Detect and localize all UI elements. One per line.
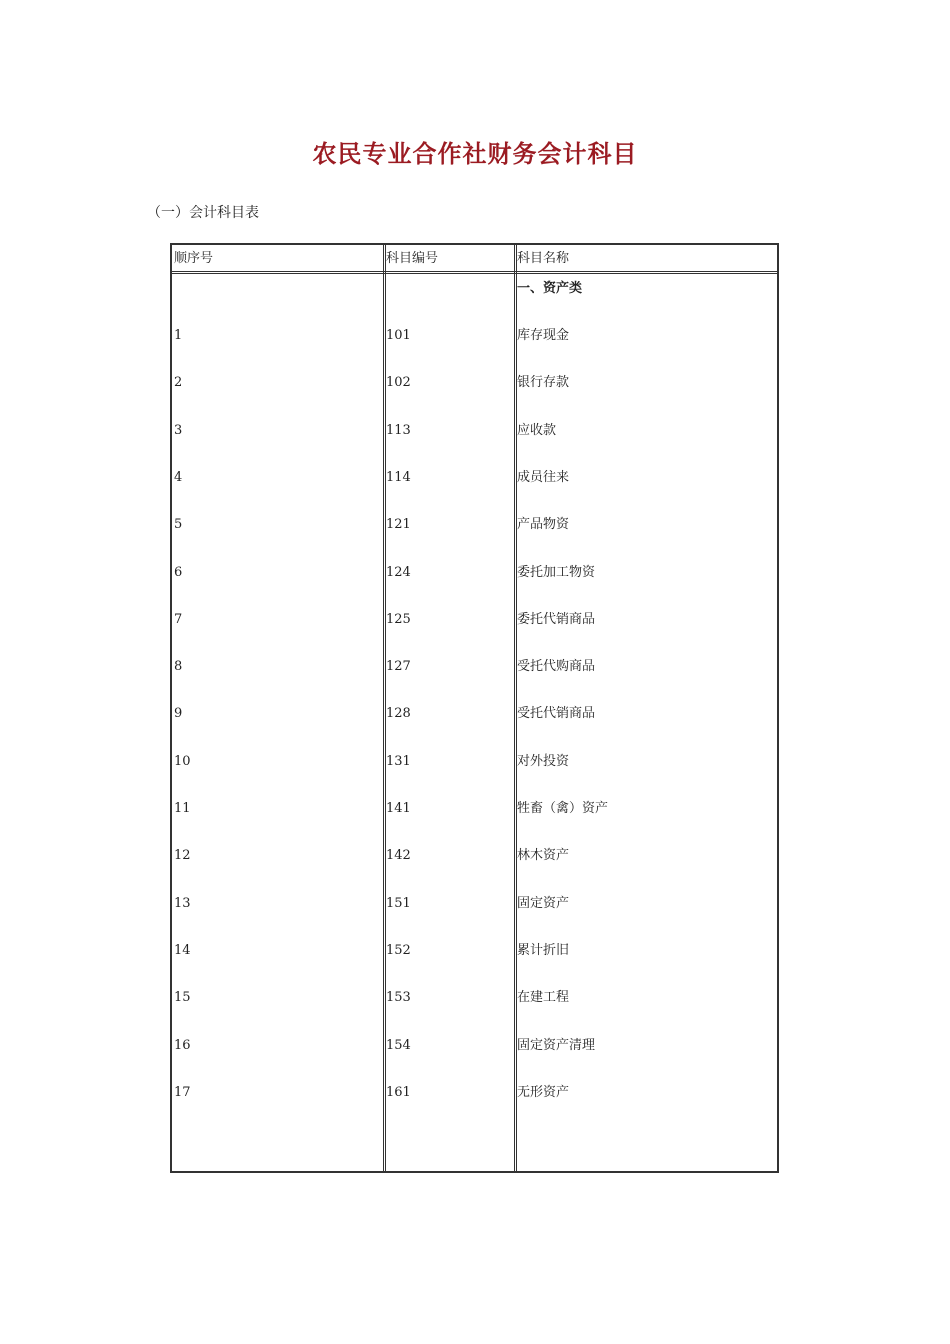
row-name: 固定资产 — [517, 896, 570, 911]
row-seq: 9 — [174, 706, 183, 721]
row-code: 142 — [386, 848, 411, 863]
row-seq: 7 — [174, 612, 183, 627]
category-label: 一、资产类 — [517, 281, 583, 296]
row-seq: 5 — [174, 517, 183, 532]
header-name: 科目名称 — [517, 251, 570, 266]
row-code: 124 — [386, 565, 411, 580]
row-seq: 11 — [174, 801, 191, 816]
row-name: 产品物资 — [517, 517, 570, 532]
row-name: 银行存款 — [517, 375, 570, 390]
row-code: 125 — [386, 612, 411, 627]
row-name: 受托代销商品 — [517, 706, 596, 721]
row-seq: 13 — [174, 896, 191, 911]
row-seq: 4 — [174, 470, 183, 485]
row-code: 114 — [386, 470, 411, 485]
row-name: 对外投资 — [517, 754, 570, 769]
row-code: 113 — [386, 423, 411, 438]
row-name: 在建工程 — [517, 990, 570, 1005]
row-code: 131 — [386, 754, 411, 769]
row-name: 委托加工物资 — [517, 565, 596, 580]
row-code: 151 — [386, 896, 411, 911]
row-name: 成员往来 — [517, 470, 570, 485]
row-seq: 8 — [174, 659, 183, 674]
row-code: 102 — [386, 375, 411, 390]
row-code: 152 — [386, 943, 411, 958]
row-name: 牲畜（禽）资产 — [517, 801, 609, 816]
header-code: 科目编号 — [386, 251, 439, 266]
row-name: 委托代销商品 — [517, 612, 596, 627]
header-seq: 顺序号 — [174, 251, 214, 266]
section-label: （一）会计科目表 — [147, 205, 259, 221]
header-divider — [172, 271, 777, 274]
row-name: 累计折旧 — [517, 943, 570, 958]
row-code: 127 — [386, 659, 411, 674]
row-name: 库存现金 — [517, 328, 570, 343]
row-seq: 17 — [174, 1085, 191, 1100]
document-title: 农民专业合作社财务会计科目 — [312, 139, 638, 168]
row-seq: 12 — [174, 848, 191, 863]
row-code: 128 — [386, 706, 411, 721]
row-seq: 2 — [174, 375, 183, 390]
row-seq: 3 — [174, 423, 183, 438]
row-code: 141 — [386, 801, 411, 816]
row-seq: 15 — [174, 990, 191, 1005]
row-seq: 16 — [174, 1038, 191, 1053]
row-seq: 1 — [174, 328, 183, 343]
row-name: 林木资产 — [517, 848, 570, 863]
row-code: 161 — [386, 1085, 411, 1100]
row-code: 154 — [386, 1038, 411, 1053]
accounts-table — [170, 243, 779, 1173]
row-name: 受托代购商品 — [517, 659, 596, 674]
row-name: 固定资产清理 — [517, 1038, 596, 1053]
row-seq: 10 — [174, 754, 191, 769]
row-name: 无形资产 — [517, 1085, 570, 1100]
row-code: 153 — [386, 990, 411, 1005]
row-code: 121 — [386, 517, 411, 532]
row-seq: 14 — [174, 943, 191, 958]
row-name: 应收款 — [517, 423, 557, 438]
row-code: 101 — [386, 328, 411, 343]
row-seq: 6 — [174, 565, 183, 580]
